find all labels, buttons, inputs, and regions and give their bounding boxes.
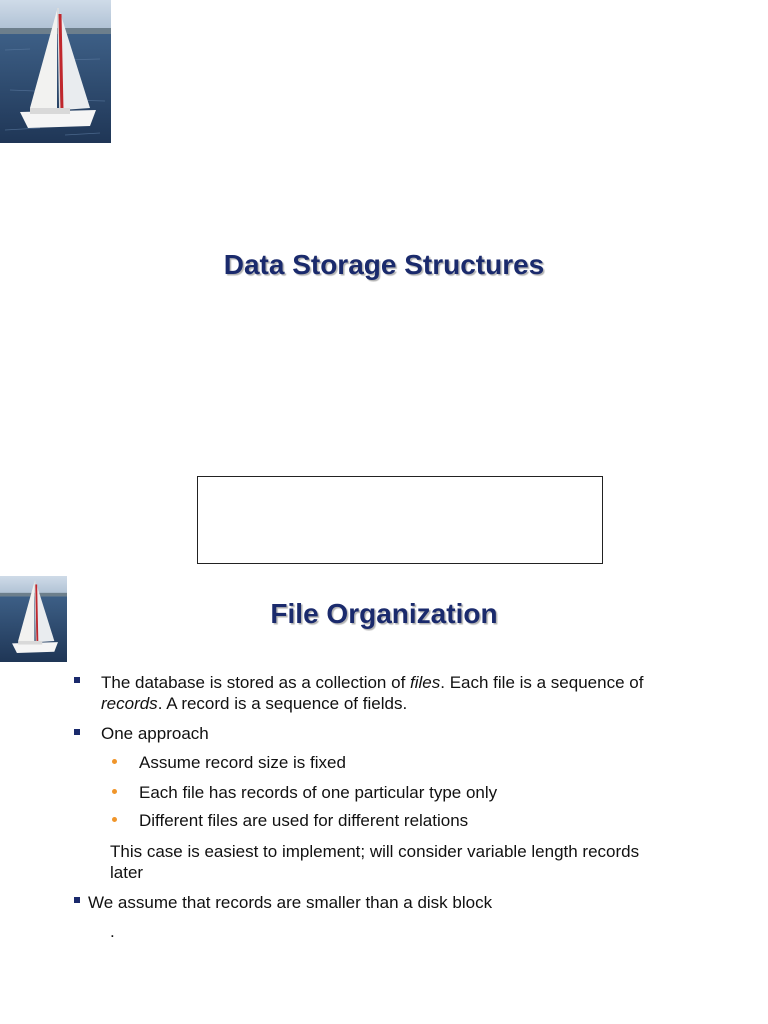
sub-bullet-item: Assume record size is fixed <box>139 753 346 772</box>
bullet-text: . A record is a sequence of fields. <box>157 694 408 713</box>
dot-bullet-icon <box>112 759 117 764</box>
bullet-item: We assume that records are smaller than a disk block <box>88 893 493 912</box>
square-bullet-icon <box>74 897 80 903</box>
bullet-text: The database is stored as a collection of <box>101 673 411 692</box>
sailboat-image <box>0 0 111 143</box>
square-bullet-icon <box>74 677 80 683</box>
bullet-text: . Each file is a sequence of <box>440 673 644 692</box>
trailing-text: . <box>110 922 115 941</box>
italic-term: records <box>101 694 158 713</box>
bullet-item <box>101 672 721 714</box>
sub-bullet-item: Different files are used for different relations <box>139 811 469 830</box>
note-text: later <box>110 863 144 882</box>
italic-term: files <box>410 673 441 692</box>
sub-bullet-item: Each file has records of one particular type only <box>139 783 498 802</box>
slide-title: Data Storage Structures <box>223 249 545 280</box>
empty-text-box <box>197 476 603 564</box>
note-text: This case is easiest to implement; will consider variable length records <box>110 842 640 861</box>
dot-bullet-icon <box>112 817 117 822</box>
slide-title: File Organization <box>270 598 498 629</box>
dot-bullet-icon <box>112 789 117 794</box>
bullet-item: One approach <box>101 724 209 743</box>
square-bullet-icon <box>74 729 80 735</box>
